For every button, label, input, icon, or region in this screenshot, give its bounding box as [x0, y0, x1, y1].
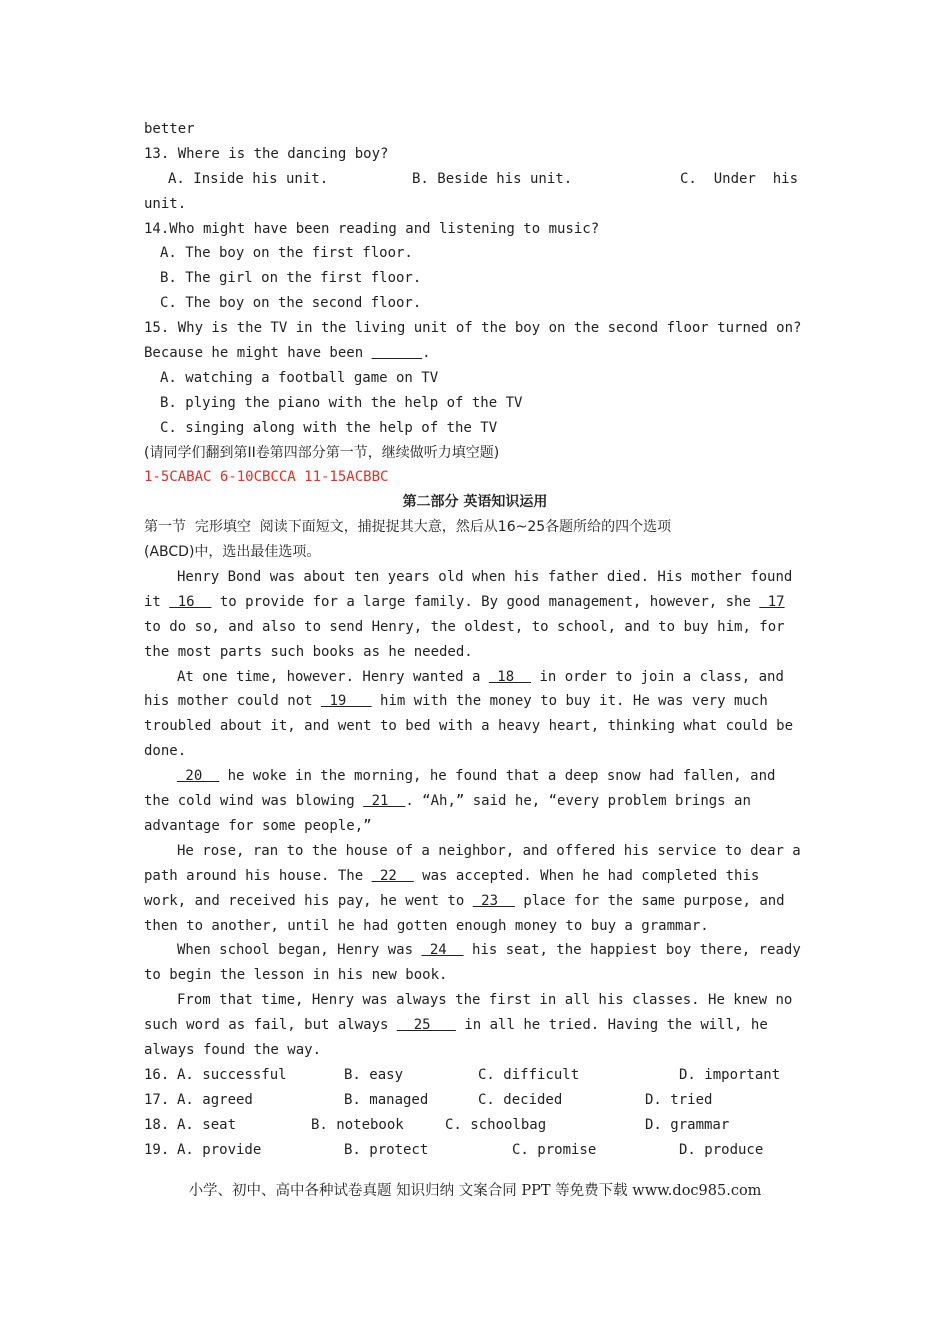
text-fragment: .	[422, 345, 431, 362]
passage-line	[144, 665, 806, 690]
text-line: better	[144, 121, 195, 137]
passage-line: then to another, until he had gotten enough money to buy a grammar.	[144, 917, 709, 934]
blank-16: 16	[169, 593, 212, 610]
passage-line: to begin the lesson in his new book.	[144, 967, 448, 984]
text-fragment: his mother could not	[144, 693, 322, 710]
option-c: C. Under his	[680, 170, 799, 187]
passage-line	[144, 938, 806, 963]
passage-line	[144, 1013, 806, 1038]
option-a: A. watching a football game on TV	[160, 369, 439, 386]
options-row-19	[144, 1138, 806, 1163]
text-fragment: At one time, however. Henry wanted a	[177, 668, 489, 685]
option-c: C. singing along with the help of the TV	[160, 419, 498, 436]
blank-21: 21	[363, 793, 406, 810]
options-row-16	[144, 1063, 806, 1088]
blank-17: 17	[759, 593, 785, 610]
option-a: A. Inside his unit.	[168, 170, 329, 187]
options-row-17	[144, 1088, 806, 1113]
option-number: 19.	[144, 1141, 170, 1158]
answer-key: 1-5CABAC 6-10CBCCA 11-15ACBBC	[144, 469, 389, 486]
blank-25: 25	[396, 1017, 456, 1034]
part-title: 第二部分 英语知识运用	[402, 494, 548, 511]
blank-22: 22	[371, 867, 414, 884]
text-fragment: When school began, Henry was	[177, 942, 422, 959]
text-fragment: he woke in the morning, he found that a deep snow had fallen, and	[219, 768, 776, 785]
question-15-stem-cont	[144, 341, 806, 366]
option-a: A. The boy on the first floor.	[160, 245, 413, 262]
question-15-stem: 15. Why is the TV in the living unit of the boy on the second floor turned on?	[144, 320, 802, 337]
option-number: 18.	[144, 1116, 170, 1133]
option-number: 16.	[144, 1066, 170, 1083]
answer-blank	[372, 345, 423, 361]
question-13-options	[144, 167, 806, 192]
question-13-stem: 13. Where is the dancing boy?	[144, 145, 389, 162]
option-b: B. plying the piano with the help of the TV	[160, 394, 523, 411]
text-fragment: his seat, the happiest boy there, ready	[463, 942, 801, 959]
text-fragment: Because he might have been	[144, 345, 372, 362]
options-row-18	[144, 1113, 806, 1138]
passage-line	[144, 764, 806, 789]
passage-line: advantage for some people,”	[144, 817, 372, 834]
option-a: A. provide	[177, 1141, 262, 1158]
text-fragment: place for the same purpose, and	[514, 892, 785, 909]
text-fragment: in order to join a class, and	[531, 668, 784, 685]
text-fragment: such word as fail, but always	[144, 1017, 397, 1034]
text-fragment: it	[144, 593, 170, 610]
passage-line: the most parts such books as he needed.	[144, 643, 473, 660]
passage-line	[144, 590, 806, 615]
option-d: D. produce	[679, 1141, 764, 1158]
question-14-stem: 14.Who might have been reading and listening to music?	[144, 220, 600, 237]
passage-line: Henry Bond was about ten years old when his father died. His mother found	[177, 569, 793, 586]
option-b: B. The girl on the first floor.	[160, 270, 422, 287]
document-body	[144, 117, 806, 1162]
blank-18: 18	[488, 668, 532, 685]
passage-line: From that time, Henry was always the first in all his classes. He knew no	[177, 992, 793, 1009]
passage-line: always found the way.	[144, 1041, 322, 1058]
blank-23: 23	[472, 892, 515, 909]
passage-line: troubled about it, and went to bed with a heavy heart, thinking what could be	[144, 718, 794, 735]
option-number: 17.	[144, 1091, 170, 1108]
text-fragment: him with the money to buy it. He was very much	[371, 693, 768, 710]
text-fragment: . “Ah,” said he, “every problem brings an	[405, 793, 751, 810]
option-a: A. seat	[177, 1116, 237, 1133]
passage-line: He rose, ran to the house of a neighbor, and offered his service to dear a	[177, 842, 801, 859]
blank-24: 24	[421, 942, 464, 959]
page-footer: 小学、初中、高中各种试卷真题 知识归纳 文案合同 PPT 等免费下载 www.doc985.com	[188, 1183, 762, 1199]
passage-line	[144, 889, 806, 914]
section-intro: 第一节 完形填空 阅读下面短文，捕捉捉其大意，然后从16~25各题所给的四个选项	[144, 519, 672, 536]
option-c: C. The boy on the second floor.	[160, 295, 422, 312]
option-b: B. notebook	[311, 1116, 404, 1133]
option-c: C. schoolbag	[445, 1116, 547, 1133]
text-fragment: the cold wind was blowing	[144, 793, 364, 810]
option-c: C. decided	[478, 1091, 563, 1108]
option-c: C. difficult	[478, 1066, 580, 1083]
blank-19: 19	[321, 693, 372, 710]
text-fragment: to provide for a large family. By good management, however, she	[211, 593, 760, 610]
passage-line: done.	[144, 743, 187, 760]
option-d: D. tried	[645, 1091, 713, 1108]
passage-line	[144, 864, 806, 889]
passage-line: to do so, and also to send Henry, the oldest, to school, and to buy him, for	[144, 618, 785, 635]
option-c: C. promise	[512, 1141, 597, 1158]
option-b: B. protect	[344, 1141, 429, 1158]
option-a: A. successful	[177, 1066, 287, 1083]
option-b: B. managed	[344, 1091, 429, 1108]
section-intro-cont: (ABCD)中，选出最佳选项。	[144, 544, 321, 561]
option-b: B. easy	[344, 1066, 404, 1083]
option-d: D. important	[679, 1066, 781, 1083]
text-fragment: path around his house. The	[144, 867, 372, 884]
option-b: B. Beside his unit.	[412, 170, 573, 187]
passage-line	[144, 789, 806, 814]
text-fragment: work, and received his pay, he went to	[144, 892, 473, 909]
text-fragment: was accepted. When he had completed this	[413, 867, 760, 884]
option-a: A. agreed	[177, 1091, 253, 1108]
passage-line	[144, 689, 806, 714]
question-13-option-c-cont: unit.	[144, 195, 187, 212]
blank-20: 20	[177, 768, 220, 785]
option-d: D. grammar	[645, 1116, 730, 1133]
instruction-note: (请同学们翻到第II卷第四部分第一节，继续做听力填空题)	[144, 444, 500, 461]
text-fragment: in all he tried. Having the will, he	[455, 1017, 768, 1034]
